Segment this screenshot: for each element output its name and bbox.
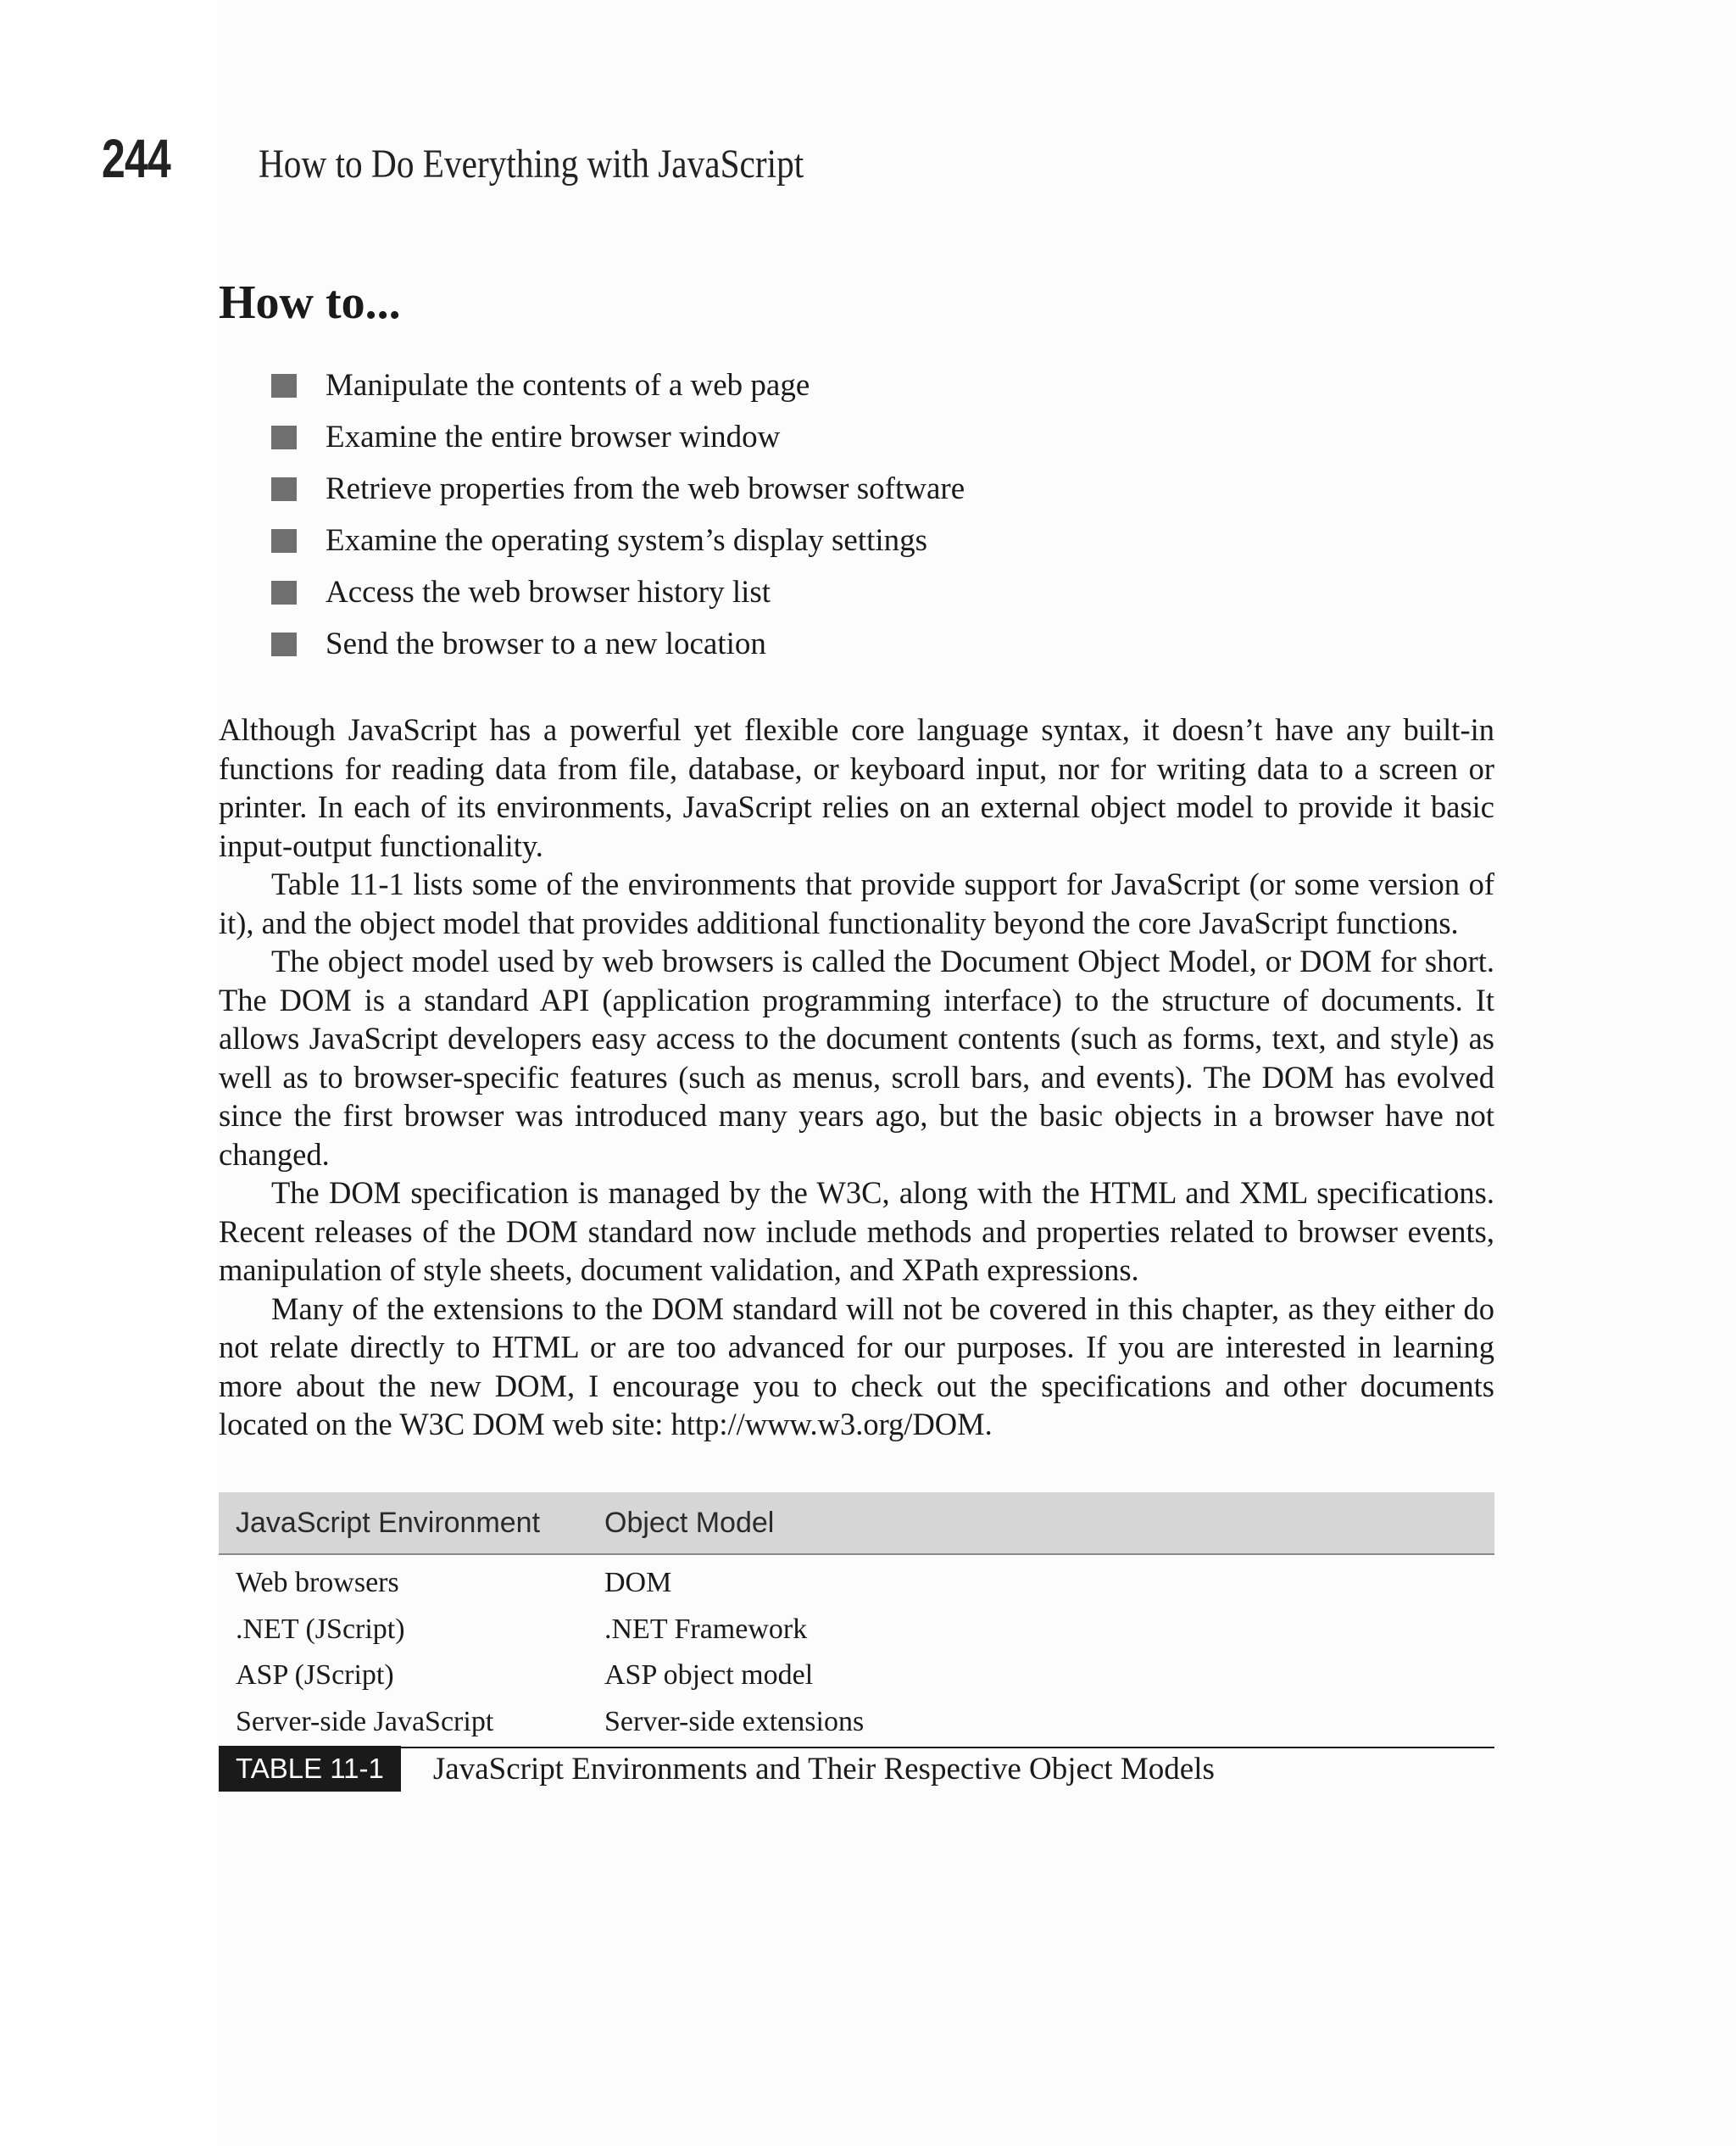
table-cell: Server-side JavaScript xyxy=(236,1705,494,1737)
table-cell: Web browsers xyxy=(236,1567,399,1599)
list-item xyxy=(271,618,965,670)
table-row xyxy=(219,1653,1494,1699)
list-item xyxy=(271,515,965,566)
square-bullet-icon xyxy=(271,426,297,449)
list-item-text: Examine the operating system’s display settings xyxy=(326,523,928,558)
column-header: JavaScript Environment xyxy=(236,1506,541,1539)
table-body xyxy=(219,1555,1494,1748)
square-bullet-icon xyxy=(271,581,297,605)
list-item xyxy=(271,566,965,618)
page-number: 244 xyxy=(102,128,170,189)
table-cell: .NET (JScript) xyxy=(236,1613,405,1645)
list-item xyxy=(271,463,965,515)
list-item-text: Manipulate the contents of a web page xyxy=(326,368,810,403)
howto-list xyxy=(271,360,965,670)
table-cell: .NET Framework xyxy=(604,1613,808,1645)
table-row xyxy=(219,1699,1494,1746)
paragraph: Table 11-1 lists some of the environments that provide support for JavaScript (or some version of it), and the object model that provides additional functionality beyond the core JavaScript functions. xyxy=(219,867,1494,940)
table-caption-label: TABLE 11-1 xyxy=(219,1746,401,1792)
table-header xyxy=(219,1492,1494,1555)
table-cell: ASP object model xyxy=(604,1659,814,1692)
square-bullet-icon xyxy=(271,374,297,398)
table-cell: ASP (JScript) xyxy=(236,1659,394,1692)
paragraph: The object model used by web browsers is called the Document Object Model, or DOM for short. The DOM is a standard API (application programming interface) to the structure of documents. It allows JavaScript developers easy access to the document contents (such as forms, text, and style) as well as to browser-specific features (such as menus, scroll bars, and events). The DOM has evolved since the first browser was introduced many years ago, but the basic objects in a browser have not changed. xyxy=(219,944,1494,1172)
list-item xyxy=(271,411,965,463)
list-item-text: Examine the entire browser window xyxy=(326,420,781,454)
paragraph: Although JavaScript has a powerful yet flexible core language syntax, it doesn’t have any built-in functions for reading data from file, database, or keyboard input, nor for writing data to a screen or printer. In each of its environments, JavaScript relies on an external object model to provide it basic input-output functionality. xyxy=(219,712,1494,863)
list-item-text: Access the web browser history list xyxy=(326,575,771,610)
table-row xyxy=(219,1607,1494,1653)
howto-heading: How to... xyxy=(219,276,401,329)
body-text xyxy=(219,711,1494,1444)
column-header: Object Model xyxy=(604,1506,775,1539)
paragraph: The DOM specification is managed by the W3C, along with the HTML and XML specifications. Recent releases of the DOM standard now include methods and properties related to browser events, manipulation of style sheets, document validation, and XPath expressions. xyxy=(219,1175,1494,1287)
table-caption-text: JavaScript Environments and Their Respective Object Models xyxy=(432,1751,1215,1786)
square-bullet-icon xyxy=(271,529,297,553)
list-item xyxy=(271,360,965,411)
table-row xyxy=(219,1560,1494,1607)
environments-table xyxy=(219,1492,1494,1748)
square-bullet-icon xyxy=(271,633,297,656)
book-title: How to Do Everything with JavaScript xyxy=(259,142,804,187)
square-bullet-icon xyxy=(271,477,297,501)
table-cell: DOM xyxy=(604,1567,672,1599)
paragraph: Many of the extensions to the DOM standard will not be covered in this chapter, as they either do not relate directly to HTML or are too advanced for our purposes. If you are interested in learning more about the new DOM, I encourage you to check out the specifications and other documents located on the W3C DOM web site: http://www.w3.org/DOM. xyxy=(219,1290,1494,1441)
list-item-text: Retrieve properties from the web browser software xyxy=(326,471,965,506)
table-caption xyxy=(219,1746,1215,1792)
table-cell: Server-side extensions xyxy=(604,1705,865,1737)
list-item-text: Send the browser to a new location xyxy=(326,627,766,661)
